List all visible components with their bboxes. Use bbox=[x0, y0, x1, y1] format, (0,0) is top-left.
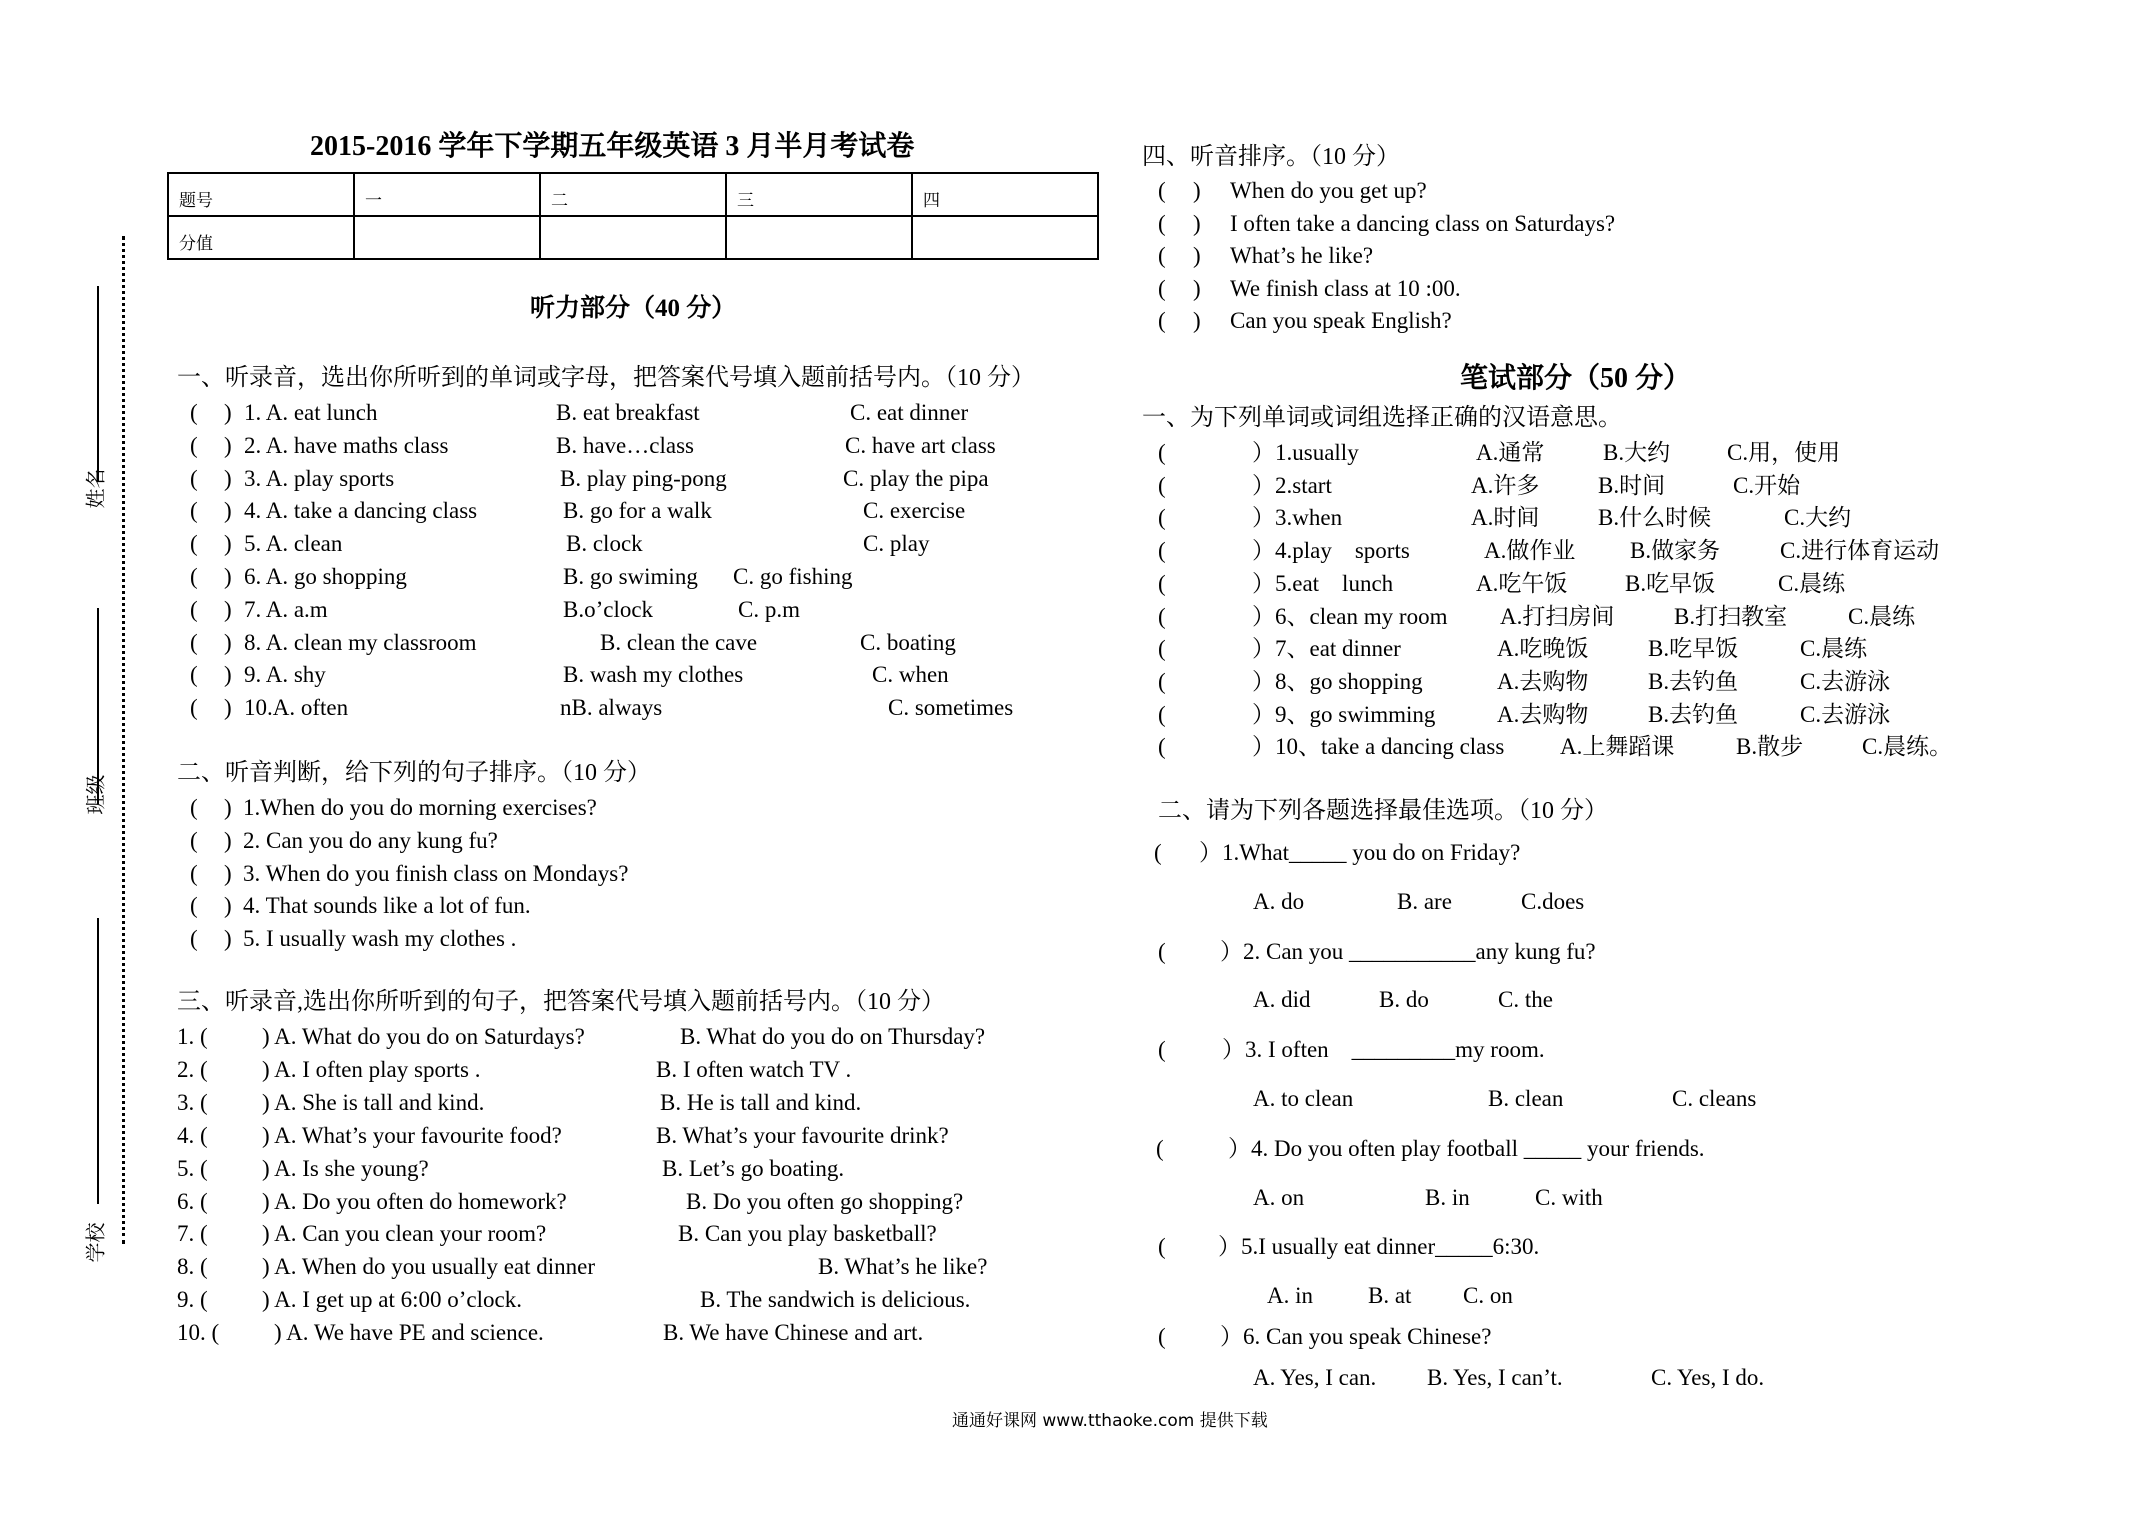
answer-bracket[interactable]: ( bbox=[190, 400, 198, 425]
answer-bracket[interactable]: ( bbox=[190, 531, 198, 557]
question-option-b: B. What’s your favourite drink? bbox=[656, 1122, 949, 1148]
question-number[interactable]: 8. ( bbox=[177, 1254, 208, 1280]
class-label: 班级 bbox=[83, 774, 108, 815]
listening-part2-title: 二、听音判断，给下列的句子排序。（10 分） bbox=[177, 760, 651, 786]
sentence-item: What’s he like? bbox=[1230, 243, 1374, 269]
question-option-a: ) A. I often play sports . bbox=[262, 1056, 481, 1082]
choice-c: C.进行体育运动 bbox=[1780, 538, 1940, 564]
answer-bracket-close: ) bbox=[224, 795, 232, 820]
choice-a: A.打扫房间 bbox=[1500, 603, 1615, 629]
choice-a: A.上舞蹈课 bbox=[1560, 734, 1675, 760]
answer-bracket-close: ) bbox=[224, 860, 232, 886]
question-option-a: 5. A. clean bbox=[244, 531, 343, 557]
score-table-score-row bbox=[168, 216, 1098, 259]
listening-part1-title: 一、听录音，选出你所听到的单词或字母，把答案代号填入题前括号内。（10 分） bbox=[177, 365, 1035, 391]
question-option-c: C. exercise bbox=[863, 498, 966, 524]
score-table-input-cell[interactable] bbox=[354, 216, 540, 259]
answer-bracket[interactable]: ( bbox=[190, 629, 198, 655]
question-option-a: ) A. Do you often do homework? bbox=[262, 1188, 567, 1214]
answer-bracket[interactable]: ( bbox=[190, 795, 198, 820]
choice-a: A. to clean bbox=[1253, 1086, 1354, 1111]
sentence-item: 5. I usually wash my clothes . bbox=[243, 926, 517, 952]
vocab-word: ）10、take a dancing class bbox=[1252, 734, 1505, 760]
question-option-c: C. when bbox=[872, 662, 949, 688]
question-option-c: C. have art class bbox=[845, 432, 996, 458]
choice-c: C. Yes, I do. bbox=[1651, 1365, 1765, 1390]
vocab-word: ）9、go swimming bbox=[1252, 701, 1436, 727]
answer-bracket[interactable]: ( bbox=[1158, 939, 1166, 964]
choice-c: C.开始 bbox=[1733, 472, 1801, 498]
sentence-item: 1.When do you do morning exercises? bbox=[243, 795, 597, 820]
choice-a: A.吃晚饭 bbox=[1497, 636, 1589, 662]
question-option-b: B.o’clock bbox=[563, 596, 654, 622]
question-stem: ）2. Can you ___________any kung fu? bbox=[1220, 939, 1596, 964]
question-option-a: ) A. She is tall and kind. bbox=[262, 1089, 485, 1115]
question-option-a: 8. A. clean my classroom bbox=[244, 629, 477, 655]
vocab-word: ）3.when bbox=[1252, 505, 1343, 531]
sentence-item: When do you get up? bbox=[1230, 178, 1427, 203]
question-option-b: B. clean the cave bbox=[600, 629, 758, 655]
question-option-b: B. go swiming bbox=[563, 564, 698, 589]
answer-bracket[interactable]: ( bbox=[190, 432, 198, 458]
choice-a: A. do bbox=[1253, 889, 1305, 914]
answer-bracket-close: ) bbox=[224, 662, 232, 688]
answer-bracket[interactable]: ( bbox=[1158, 440, 1166, 465]
choice-c: C.去游泳 bbox=[1800, 701, 1891, 727]
question-option-a: ) A. What’s your favourite food? bbox=[262, 1122, 562, 1148]
answer-bracket-close: ) bbox=[224, 629, 232, 655]
answer-bracket-close: ) bbox=[224, 400, 232, 425]
question-option-c: C. play the pipa bbox=[843, 465, 989, 491]
exam-title: 2015-2016 学年下学期五年级英语 3 月半月考试卷 bbox=[310, 131, 915, 162]
question-option-a: ) A. Can you clean your room? bbox=[262, 1221, 547, 1247]
vocab-word: ）7、eat dinner bbox=[1252, 636, 1401, 662]
choice-c: C. cleans bbox=[1672, 1086, 1757, 1111]
answer-bracket-close: ) bbox=[224, 926, 232, 952]
answer-bracket[interactable]: ( bbox=[1158, 570, 1166, 596]
question-option-b: nB. always bbox=[560, 695, 663, 721]
score-table-input-cell[interactable] bbox=[540, 216, 726, 259]
binding-dotted-line bbox=[122, 236, 125, 1244]
question-option-b: B. Do you often go shopping? bbox=[686, 1188, 964, 1214]
choice-c: C.does bbox=[1521, 889, 1585, 914]
choice-b: B.去钓鱼 bbox=[1648, 668, 1739, 694]
answer-bracket-close: ) bbox=[224, 432, 232, 458]
question-number[interactable]: 3. ( bbox=[177, 1089, 208, 1115]
question-option-b: B. I often watch TV . bbox=[656, 1056, 852, 1082]
answer-bracket[interactable]: ( bbox=[1158, 668, 1166, 694]
question-number[interactable]: 10. ( bbox=[177, 1320, 220, 1346]
answer-bracket[interactable]: ( bbox=[1158, 308, 1166, 334]
answer-bracket[interactable]: ( bbox=[1156, 1136, 1164, 1161]
sentence-item: 3. When do you finish class on Mondays? bbox=[243, 860, 629, 886]
sentence-item: We finish class at 10 :00. bbox=[1230, 275, 1461, 301]
listening-section-title: 听力部分（40 分） bbox=[530, 295, 737, 322]
choice-a: A.通常 bbox=[1476, 440, 1545, 465]
listening-part4-title: 四、听音排序。（10 分） bbox=[1142, 144, 1400, 170]
school-blank-line[interactable] bbox=[97, 918, 99, 1204]
listening-part3-title: 三、听录音,选出你所听到的句子，把答案代号填入题前括号内。（10 分） bbox=[177, 989, 945, 1015]
question-option-a: ) A. I get up at 6:00 o’clock. bbox=[262, 1287, 522, 1313]
answer-bracket[interactable]: ( bbox=[190, 662, 198, 688]
question-stem: ）6. Can you speak Chinese? bbox=[1220, 1324, 1492, 1349]
choice-b: B. at bbox=[1368, 1283, 1412, 1308]
question-option-a: 6. A. go shopping bbox=[244, 564, 407, 589]
answer-bracket[interactable]: ( bbox=[1158, 701, 1166, 727]
question-stem: ）1.What_____ you do on Friday? bbox=[1199, 840, 1521, 865]
choice-a: A.去购物 bbox=[1497, 668, 1589, 694]
choice-a: A.时间 bbox=[1471, 505, 1540, 531]
answer-bracket[interactable]: ( bbox=[1154, 840, 1162, 865]
written-section-title: 笔试部分（50 分） bbox=[1460, 363, 1692, 394]
answer-bracket-close: ) bbox=[224, 531, 232, 557]
choice-b: B. do bbox=[1379, 987, 1429, 1012]
question-option-a: 1. A. eat lunch bbox=[244, 400, 378, 425]
vocab-word: ）2.start bbox=[1252, 472, 1332, 498]
answer-bracket[interactable]: ( bbox=[1158, 210, 1166, 236]
answer-bracket-close: ) bbox=[224, 564, 232, 589]
answer-bracket-close: ) bbox=[1193, 308, 1201, 334]
written-part2-title: 二、请为下列各题选择最佳选项。（10 分） bbox=[1158, 798, 1608, 824]
question-option-c: C. eat dinner bbox=[850, 400, 969, 425]
choice-b: B.吃早饭 bbox=[1648, 636, 1739, 662]
answer-bracket[interactable]: ( bbox=[1158, 178, 1166, 203]
choice-b: B. clean bbox=[1488, 1086, 1564, 1111]
score-table-cell: 三 bbox=[726, 173, 912, 216]
question-number[interactable]: 1. ( bbox=[177, 1024, 208, 1049]
question-option-c: C. boating bbox=[860, 629, 956, 655]
choice-c: C.大约 bbox=[1784, 505, 1852, 531]
question-stem: ）3. I often _________my room. bbox=[1222, 1037, 1545, 1062]
choice-b: B.吃早饭 bbox=[1625, 570, 1716, 596]
answer-bracket[interactable]: ( bbox=[190, 695, 198, 721]
question-option-a: ) A. When do you usually eat dinner bbox=[262, 1254, 596, 1280]
question-stem: ）5.I usually eat dinner_____6:30. bbox=[1218, 1234, 1540, 1259]
question-option-b: B. The sandwich is delicious. bbox=[700, 1287, 971, 1313]
answer-bracket[interactable]: ( bbox=[190, 926, 198, 952]
choice-b: B.时间 bbox=[1598, 472, 1666, 498]
question-option-b: B. have…class bbox=[556, 432, 694, 458]
question-option-b: B. We have Chinese and art. bbox=[663, 1320, 924, 1346]
question-number[interactable]: 7. ( bbox=[177, 1221, 208, 1247]
choice-c: C.晨练 bbox=[1778, 570, 1846, 596]
choice-c: C.去游泳 bbox=[1800, 668, 1891, 694]
score-table-cell: 四 bbox=[912, 173, 1098, 216]
vocab-word: ）1.usually bbox=[1252, 440, 1359, 465]
question-option-a: 4. A. take a dancing class bbox=[244, 498, 478, 524]
name-label: 姓名 bbox=[83, 468, 108, 509]
name-blank-line[interactable] bbox=[97, 286, 99, 482]
answer-bracket-close: ) bbox=[224, 893, 232, 919]
footer-credit: 通通好课网 www.tthaoke.com 提供下载 bbox=[952, 1411, 1268, 1431]
question-number[interactable]: 5. ( bbox=[177, 1155, 208, 1181]
choice-b: B. Yes, I can’t. bbox=[1427, 1365, 1563, 1390]
question-option-a: 2. A. have maths class bbox=[244, 432, 449, 458]
answer-bracket[interactable]: ( bbox=[1158, 243, 1166, 269]
choice-c: C. on bbox=[1463, 1283, 1513, 1308]
question-stem: ）4. Do you often play football _____ your friends. bbox=[1228, 1136, 1705, 1161]
answer-bracket[interactable]: ( bbox=[190, 827, 198, 853]
answer-bracket[interactable]: ( bbox=[1158, 1324, 1166, 1349]
answer-bracket-close: ) bbox=[1193, 243, 1201, 269]
choice-c: C. with bbox=[1535, 1185, 1603, 1210]
vocab-word: ）6、clean my room bbox=[1252, 603, 1448, 629]
question-option-b: B. wash my clothes bbox=[563, 662, 744, 688]
question-option-b: B. What do you do on Thursday? bbox=[680, 1024, 986, 1049]
question-option-b: B. eat breakfast bbox=[556, 400, 700, 425]
choice-c: C.用，使用 bbox=[1727, 440, 1841, 465]
answer-bracket[interactable]: ( bbox=[190, 564, 198, 589]
vocab-word: ）5.eat lunch bbox=[1252, 570, 1394, 596]
choice-a: A. did bbox=[1253, 987, 1311, 1012]
answer-bracket[interactable]: ( bbox=[190, 893, 198, 919]
score-table-cell: 分值 bbox=[168, 216, 354, 259]
sentence-item: Can you speak English? bbox=[1230, 308, 1452, 334]
answer-bracket-close: ) bbox=[224, 465, 232, 491]
answer-bracket[interactable]: ( bbox=[190, 498, 198, 524]
answer-bracket-close: ) bbox=[1193, 178, 1201, 203]
question-option-c: C. p.m bbox=[738, 596, 800, 622]
question-option-a: 9. A. shy bbox=[244, 662, 326, 688]
question-option-c: C. go fishing bbox=[733, 564, 853, 589]
choice-b: B. are bbox=[1397, 889, 1452, 914]
answer-bracket-close: ) bbox=[1193, 210, 1201, 236]
answer-bracket[interactable]: ( bbox=[190, 860, 198, 886]
answer-bracket[interactable]: ( bbox=[1158, 538, 1166, 564]
choice-b: B.散步 bbox=[1736, 734, 1804, 760]
choice-b: B.打扫教室 bbox=[1674, 603, 1788, 629]
question-option-a: ) A. Is she young? bbox=[262, 1155, 429, 1181]
question-option-a: 7. A. a.m bbox=[244, 596, 328, 622]
choice-c: C. the bbox=[1498, 987, 1553, 1012]
choice-a: A. in bbox=[1267, 1283, 1313, 1308]
answer-bracket-close: ) bbox=[224, 596, 232, 622]
question-number[interactable]: 4. ( bbox=[177, 1122, 208, 1148]
score-table-input-cell[interactable] bbox=[726, 216, 912, 259]
score-table-cell: 一 bbox=[354, 173, 540, 216]
answer-bracket[interactable]: ( bbox=[1158, 1234, 1166, 1259]
question-option-b: B. Let’s go boating. bbox=[662, 1155, 845, 1181]
question-option-a: ) A. We have PE and science. bbox=[274, 1320, 544, 1346]
sentence-item: 2. Can you do any kung fu? bbox=[243, 827, 498, 853]
choice-c: C.晨练 bbox=[1800, 636, 1868, 662]
sentence-item: I often take a dancing class on Saturdays? bbox=[1230, 210, 1616, 236]
choice-b: B.做家务 bbox=[1630, 538, 1721, 564]
question-option-a: 3. A. play sports bbox=[244, 465, 395, 491]
answer-bracket-close: ) bbox=[224, 498, 232, 524]
answer-bracket[interactable]: ( bbox=[1158, 636, 1166, 662]
choice-b: B. in bbox=[1425, 1185, 1470, 1210]
choice-b: B.什么时候 bbox=[1598, 505, 1712, 531]
answer-bracket-close: ) bbox=[224, 827, 232, 853]
question-number[interactable]: 9. ( bbox=[177, 1287, 208, 1313]
answer-bracket[interactable]: ( bbox=[1158, 275, 1166, 301]
answer-bracket-close: ) bbox=[224, 695, 232, 721]
question-option-b: B. play ping-pong bbox=[560, 465, 727, 491]
answer-bracket[interactable]: ( bbox=[1158, 603, 1166, 629]
choice-a: A.吃午饭 bbox=[1476, 570, 1568, 596]
question-number[interactable]: 6. ( bbox=[177, 1188, 208, 1214]
answer-bracket[interactable]: ( bbox=[1158, 734, 1166, 760]
choice-b: B.大约 bbox=[1603, 440, 1671, 465]
choice-b: B.去钓鱼 bbox=[1648, 701, 1739, 727]
choice-c: C.晨练。 bbox=[1862, 734, 1953, 760]
choice-a: A. on bbox=[1253, 1185, 1305, 1210]
choice-a: A.去购物 bbox=[1497, 701, 1589, 727]
question-option-c: C. sometimes bbox=[888, 695, 1014, 721]
question-option-b: B. What’s he like? bbox=[818, 1254, 988, 1280]
question-option-a: 10.A. often bbox=[244, 695, 349, 721]
score-table-input-cell[interactable] bbox=[912, 216, 1098, 259]
question-number[interactable]: 2. ( bbox=[177, 1056, 208, 1082]
score-table bbox=[167, 172, 1099, 260]
choice-a: A.许多 bbox=[1471, 472, 1540, 498]
score-table-header-row bbox=[168, 173, 1098, 216]
answer-bracket[interactable]: ( bbox=[1158, 505, 1166, 531]
question-option-b: B. He is tall and kind. bbox=[660, 1089, 862, 1115]
vocab-word: ）4.play sports bbox=[1252, 538, 1410, 564]
question-option-c: C. play bbox=[863, 531, 930, 557]
choice-a: A.做作业 bbox=[1484, 538, 1576, 564]
answer-bracket[interactable]: ( bbox=[190, 465, 198, 491]
score-table-cell: 题号 bbox=[168, 173, 354, 216]
sentence-item: 4. That sounds like a lot of fun. bbox=[243, 893, 531, 919]
question-option-b: B. go for a walk bbox=[563, 498, 712, 524]
written-part1-title: 一、为下列单词或词组选择正确的汉语意思。 bbox=[1142, 405, 1622, 431]
vocab-word: ）8、go shopping bbox=[1252, 668, 1423, 694]
question-option-a: ) A. What do you do on Saturdays? bbox=[262, 1024, 585, 1049]
question-option-b: B. Can you play basketball? bbox=[678, 1221, 937, 1247]
answer-bracket[interactable]: ( bbox=[190, 596, 198, 622]
answer-bracket-close: ) bbox=[1193, 275, 1201, 301]
answer-bracket[interactable]: ( bbox=[1158, 472, 1166, 498]
score-table-cell: 二 bbox=[540, 173, 726, 216]
school-label: 学校 bbox=[83, 1222, 108, 1263]
choice-a: A. Yes, I can. bbox=[1253, 1365, 1377, 1390]
answer-bracket[interactable]: ( bbox=[1158, 1037, 1166, 1062]
question-option-b: B. clock bbox=[566, 531, 643, 557]
choice-c: C.晨练 bbox=[1848, 603, 1916, 629]
